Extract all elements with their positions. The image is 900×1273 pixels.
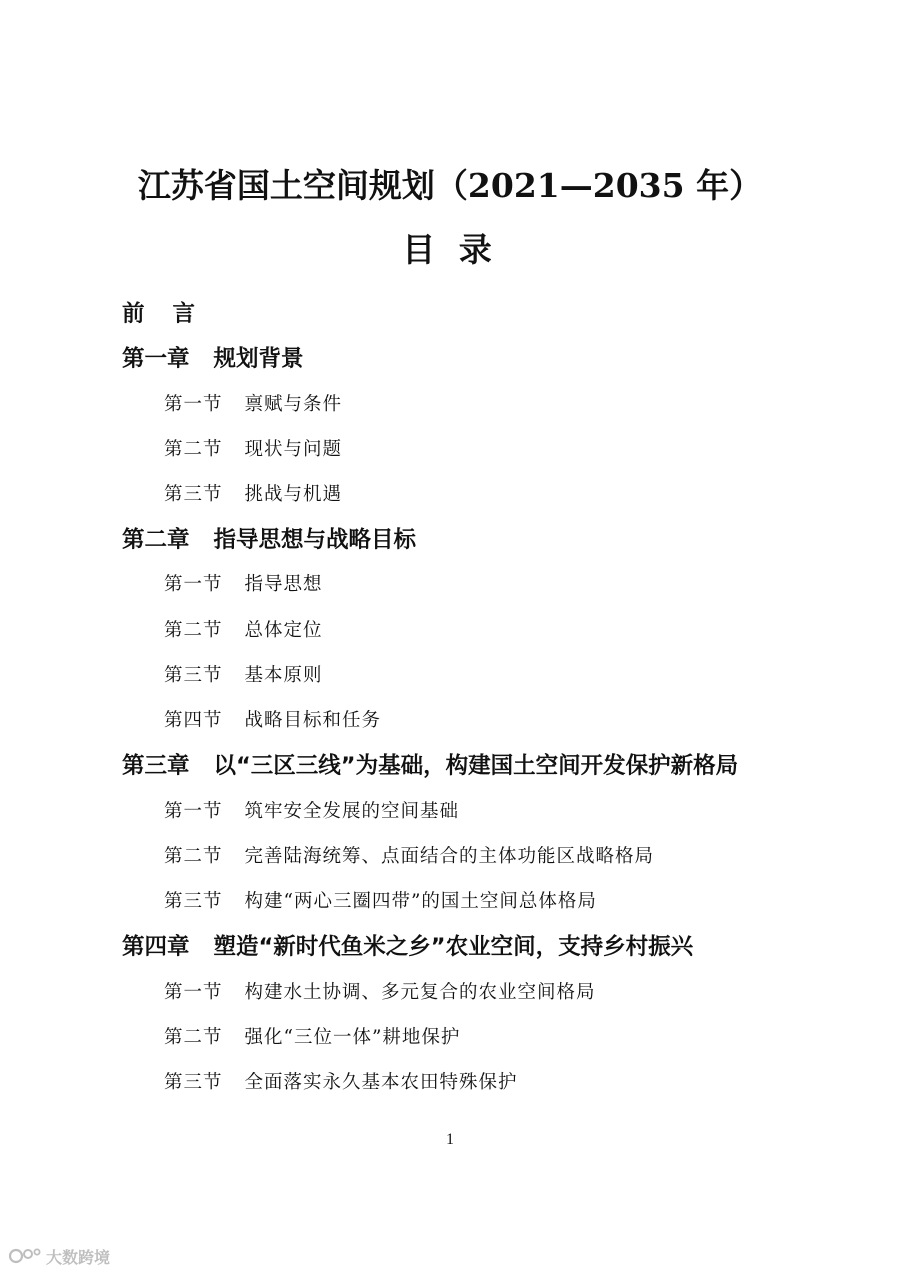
toc-section-4-3[interactable] — [164, 1068, 518, 1094]
toc-entry-title: 指导思想 — [244, 574, 323, 595]
toc-entry-title: 指导思想与战略目标 — [213, 527, 417, 553]
toc-entry-number: 第一章 — [122, 346, 190, 372]
toc-entry-title: 规划背景 — [213, 346, 304, 372]
toc-entry-number: 第四节 — [164, 710, 223, 731]
toc-section-4-2[interactable] — [164, 1023, 460, 1049]
toc-entry-title: 构建水土协调、多元复合的农业空间格局 — [244, 982, 596, 1003]
toc-section-1-3[interactable] — [164, 480, 342, 506]
toc-entry-number: 第一节 — [164, 801, 223, 822]
toc-entry-number: 第四章 — [122, 934, 190, 960]
toc-chapter-4[interactable] — [122, 929, 693, 961]
toc-section-2-1[interactable] — [164, 570, 323, 596]
toc-entry-number: 第一节 — [164, 394, 223, 415]
toc-section-1-1[interactable] — [164, 390, 342, 416]
brand-logo-icon — [8, 1245, 42, 1267]
toc-preface[interactable] — [122, 296, 195, 328]
toc-entry-title: 基本原则 — [244, 665, 323, 686]
toc-chapter-2[interactable] — [122, 522, 416, 554]
toc-heading: 目 录 — [402, 230, 498, 269]
toc-entry-number: 第一节 — [164, 574, 223, 595]
toc-entry-title: 禀赋与条件 — [244, 394, 343, 415]
toc-entry-title: 塑造“新时代鱼米之乡”农业空间，支持乡村振兴 — [213, 934, 694, 960]
toc-entry-title: 强化“三位一体”耕地保护 — [244, 1027, 461, 1048]
toc-section-1-2[interactable] — [164, 435, 342, 461]
page-number: 1 — [446, 1131, 454, 1148]
document-title: 江苏省国土空间规划（2021—2035 年） — [137, 166, 763, 205]
toc-entry-number: 第二节 — [164, 846, 223, 867]
toc-section-2-2[interactable] — [164, 616, 323, 642]
toc-entry-title: 总体定位 — [244, 620, 323, 641]
toc-entry-title: 现状与问题 — [244, 439, 343, 460]
toc-entry-title: 战略目标和任务 — [244, 710, 382, 731]
toc-entry-title: 完善陆海统筹、点面结合的主体功能区战略格局 — [244, 846, 655, 867]
toc-entry-title: 全面落实永久基本农田特殊保护 — [244, 1072, 518, 1093]
toc-entry-number: 第三节 — [164, 484, 223, 505]
toc-entry-title: 挑战与机遇 — [244, 484, 343, 505]
toc-entry-title: 言 — [172, 301, 196, 327]
toc-entry-number: 前 — [122, 301, 145, 327]
toc-entry-number: 第三节 — [164, 665, 223, 686]
toc-entry-title: 构建“两心三圈四带”的国土空间总体格局 — [244, 891, 597, 912]
toc-section-3-2[interactable] — [164, 842, 654, 868]
toc-entry-number: 第一节 — [164, 982, 223, 1003]
toc-entry-number: 第三节 — [164, 891, 223, 912]
toc-section-2-3[interactable] — [164, 661, 323, 687]
toc-chapter-1[interactable] — [122, 341, 304, 373]
toc-entry-title: 以“三区三线”为基础，构建国土空间开发保护新格局 — [213, 753, 739, 779]
toc-entry-number: 第三章 — [122, 753, 190, 779]
toc-section-2-4[interactable] — [164, 706, 381, 732]
toc-entry-number: 第二节 — [164, 620, 223, 641]
toc-entry-number: 第二节 — [164, 439, 223, 460]
toc-entry-number: 第二章 — [122, 527, 190, 553]
watermark-text: 大数跨境 — [46, 1247, 111, 1267]
toc-section-3-1[interactable] — [164, 797, 459, 823]
toc-chapter-3[interactable] — [122, 748, 738, 780]
toc-section-3-3[interactable] — [164, 887, 597, 913]
watermark — [8, 1243, 110, 1269]
toc-section-4-1[interactable] — [164, 978, 596, 1004]
toc-entry-number: 第二节 — [164, 1027, 223, 1048]
toc-entry-number: 第三节 — [164, 1072, 223, 1093]
toc-entry-title: 筑牢安全发展的空间基础 — [244, 801, 460, 822]
